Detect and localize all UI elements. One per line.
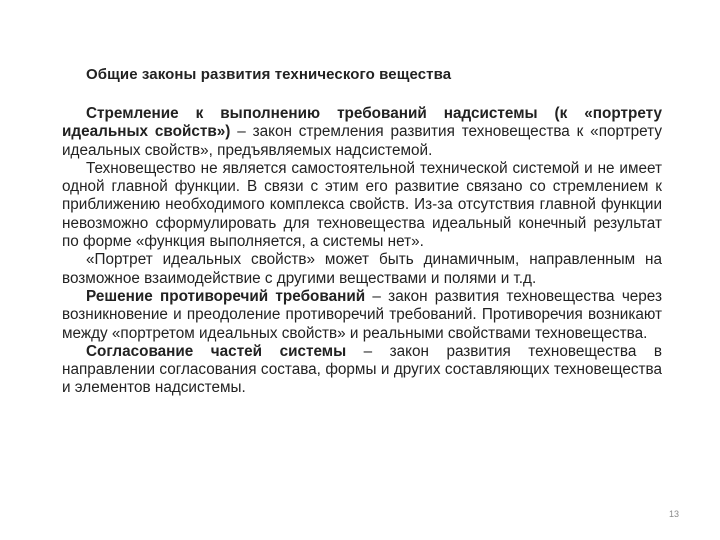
paragraph-4-text: – закон развития техновещества через возникновение и преодоление противоречий требований. Противоречия возникают между «портретом идеальных свойств» и реальными свойствами техновещества.: [62, 287, 662, 342]
paragraph-2-text: Техновещество не является самостоятельной технической системой и не имеет одной главной функции. В связи с этим его развитие связано со стремлением к приближению необходимого комплекса свойств. Из-за отсутствия главной функции невозможно сформулировать для техновещества идеальный конечный результат по форме «функция выполняется, а системы нет».: [62, 159, 662, 251]
paragraph-5-bold: Согласование частей системы: [86, 342, 347, 360]
paragraph-3-text: «Портрет идеальных свойств» может быть динамичным, направленным на возможное взаимодействие с другими веществами и полями и т.д.: [62, 251, 662, 287]
paragraph-2: [62, 160, 662, 251]
paragraph-3: [62, 251, 662, 288]
paragraph-4: [62, 288, 662, 343]
paragraph-5: [62, 343, 662, 398]
slide-body: [62, 105, 662, 398]
paragraph-5-text: – закон развития техновещества в направлении согласования состава, формы и других составляющих техновещества и элементов надсистемы.: [62, 342, 662, 397]
paragraph-1: [62, 105, 662, 160]
paragraph-1-text: – закон стремления развития техновещества к «портрету идеальных свойств», предъявляемых надсистемой.: [62, 123, 662, 159]
slide-title: Общие законы развития технического вещества: [86, 66, 452, 83]
page-number: 13: [668, 509, 679, 519]
paragraph-1-bold: Стремление к выполнению требований надсистемы (к «портрету идеальных свойств»): [62, 105, 662, 141]
paragraph-4-bold: Решение противоречий требований: [86, 287, 366, 305]
